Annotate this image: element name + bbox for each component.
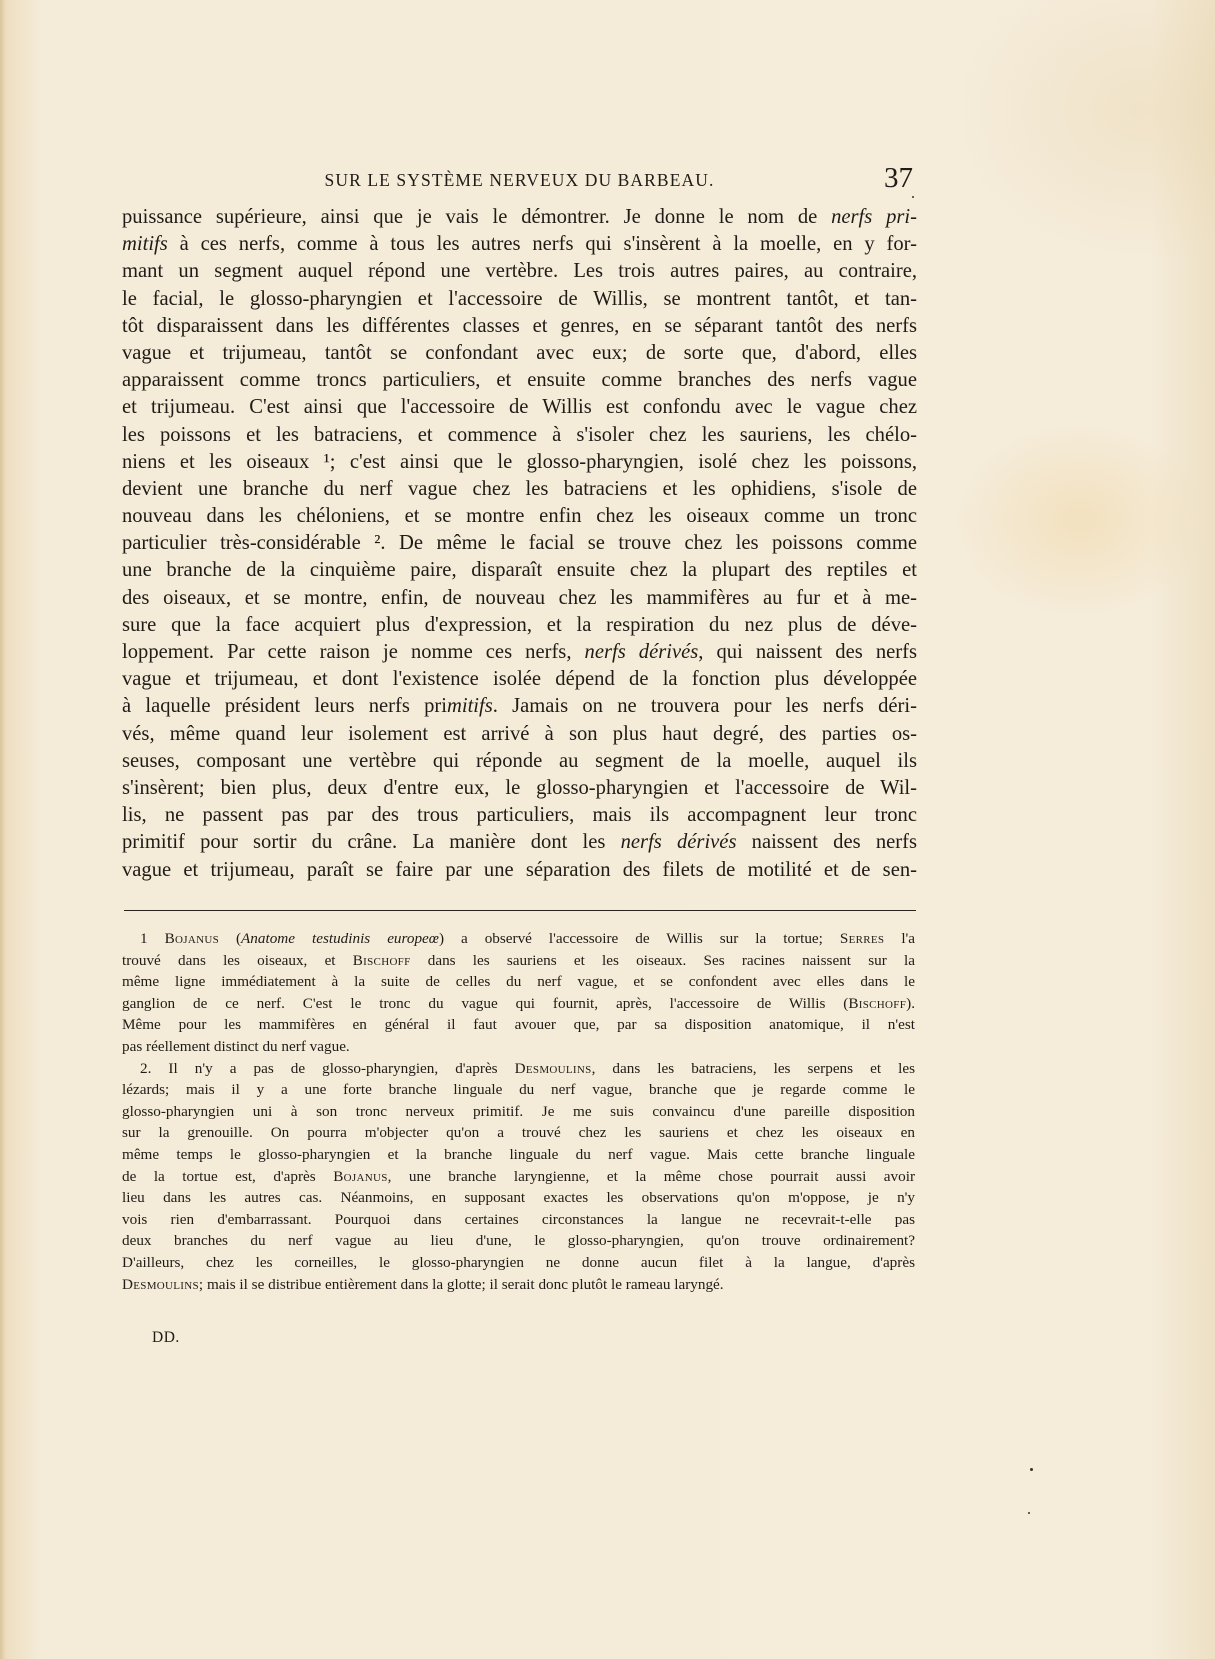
- footnote-line: glosso-pharyngien uni à son tronc nerveux primitif. Je me suis convaincu d'une pareille disposition: [122, 1102, 915, 1120]
- author-name: Bojanus: [333, 1167, 388, 1185]
- page-edge-shadow: [0, 0, 6, 1659]
- italic-term: nerfs dérivés: [584, 641, 699, 663]
- italic-term: nerfs pri-: [831, 206, 917, 228]
- footnote-line: même ligne immédiatement à la suite de celles du nerf vague, et se confondent avec elles dans le: [122, 973, 915, 991]
- footnote-line: lézards; mais il y a une forte branche linguale du nerf vague, branche que je regarde comme le: [122, 1081, 915, 1099]
- footnote-line: trouvé dans les oiseaux, et Bischoff dans les sauriens et les oiseaux. Ses racines naissent sur la: [122, 951, 915, 969]
- author-name: Bischoff: [848, 994, 907, 1012]
- footnote-line: 2. Il n'y a pas de glosso-pharyngien, d'après Desmoulins, dans les batraciens, les serpens et les: [140, 1059, 915, 1077]
- text-line: sure que la face acquiert plus d'expression, et la respiration du nez plus de déve-: [122, 613, 917, 636]
- text-line: et trijumeau. C'est ainsi que l'accessoire de Willis est confondu avec le vague chez: [122, 396, 917, 419]
- main-text: [122, 204, 917, 884]
- text-line: primitif pour sortir du crâne. La manière dont les nerfs dérivés naissent des nerfs: [122, 831, 917, 854]
- text-line: puissance supérieure, ainsi que je vais le démontrer. Je donne le nom de nerfs pri-: [122, 206, 917, 228]
- footnote-line: vois rien d'embarrassant. Pourquoi dans certaines circonstances la langue ne recevrait-t-elle pas: [122, 1210, 915, 1228]
- text-line: loppement. Par cette raison je nomme ces nerfs, nerfs dérivés, qui naissent des nerfs: [122, 641, 917, 663]
- footnote-1: [122, 928, 915, 1058]
- author-name: Desmoulins: [122, 1275, 199, 1293]
- footnote-2: [122, 1058, 915, 1296]
- footnote-line: D'ailleurs, chez les corneilles, le glosso-pharyngien ne donne aucun filet à la langue, d'après: [122, 1253, 915, 1271]
- page-number: 37: [884, 162, 913, 194]
- footnote-rule: [124, 910, 916, 911]
- text-line: nouveau dans les chéloniens, et se montre enfin chez les oiseaux comme un tronc: [122, 505, 917, 528]
- text-line: à laquelle président leurs nerfs primitifs. Jamais on ne trouvera pour les nerfs déri-: [122, 695, 917, 718]
- author-name: Bojanus: [164, 930, 219, 947]
- footnote-line: pas réellement distinct du nerf vague.: [122, 1037, 350, 1055]
- running-title: SUR LE SYSTÈME NERVEUX DU BARBEAU.: [324, 170, 715, 190]
- text-line: s'insèrent; bien plus, deux d'entre eux, le glosso-pharyngien et l'accessoire de Wil-: [122, 776, 917, 799]
- text-line: niens et les oiseaux ¹; c'est ainsi que le glosso-pharyngien, isolé chez les poissons,: [122, 450, 917, 473]
- paper-speck: [1030, 1468, 1033, 1471]
- italic-term: mitifs: [446, 695, 493, 718]
- text-line: le facial, le glosso-pharyngien et l'accessoire de Willis, se montrent tantôt, et tan-: [122, 287, 917, 310]
- italic-term: nerfs dérivés: [620, 831, 737, 854]
- text-line: des oiseaux, et se montre, enfin, de nouveau chez les mammifères au fur et à me-: [122, 586, 917, 609]
- footnote-line: deux branches du nerf vague au lieu d'une, le glosso-pharyngien, qu'on trouve ordinairement?: [122, 1232, 915, 1250]
- footnotes: [122, 928, 915, 1295]
- text-line: vague et trijumeau, paraît se faire par une séparation des filets de motilité et de sen-: [122, 858, 917, 881]
- footnote-line: de la tortue est, d'après Bojanus, une branche laryngienne, et la même chose pourrait aussi avoir: [122, 1167, 916, 1185]
- text-line: mant un segment auquel répond une vertèbre. Les trois autres paires, au contraire,: [122, 260, 917, 283]
- author-name: Desmoulins: [514, 1059, 592, 1077]
- text-line: apparaissent comme troncs particuliers, et ensuite comme branches des nerfs vague: [122, 369, 917, 392]
- text-line: vague et trijumeau, tantôt se confondant avec eux; de sorte que, d'abord, elles: [122, 341, 917, 364]
- running-head: [122, 162, 917, 196]
- footnote-line: Même pour les mammifères en général il faut avouer que, par sa disposition anatomique, il n'est: [122, 1016, 915, 1034]
- paper-speck: [1028, 1512, 1030, 1514]
- italic-term: mitifs: [122, 233, 168, 256]
- text-line: lis, ne passent pas par des trous particuliers, mais ils accompagnent leur tronc: [122, 804, 917, 827]
- footnote-line: sur la grenouille. On pourra m'objecter qu'on a trouvé chez les sauriens et chez les oiseaux en: [122, 1124, 915, 1142]
- author-name: Serres: [839, 930, 885, 947]
- footnote-line: lieu dans les autres cas. Néanmoins, en supposant exactes les observations qu'on m'oppose, je n'y: [122, 1189, 915, 1207]
- text-line: devient une branche du nerf vague chez les batraciens et les ophidiens, s'isole de: [122, 477, 917, 500]
- text-line: vés, même quand leur isolement est arrivé à son plus haut degré, des parties os-: [122, 722, 917, 745]
- footnote-line: 1 Bojanus (Anatome testudinis europeœ) a observé l'accessoire de Willis sur la tortue; Serres l'a: [140, 930, 916, 947]
- footnote-line: Desmoulins; mais il se distribue entièrement dans la glotte; il serait donc plutôt le rameau laryngé.: [122, 1275, 724, 1293]
- signature-mark: DD.: [152, 1329, 180, 1346]
- footnote-line: ganglion de ce nerf. C'est le tronc du vague qui fournit, après, l'accessoire de Willis (Bischoff).: [122, 994, 915, 1012]
- text-line: seuses, composant une vertèbre qui réponde au segment de la moelle, auquel ils: [122, 749, 917, 772]
- text-line: tôt disparaissent dans les différentes classes et genres, en se séparant tantôt des nerfs: [122, 314, 917, 337]
- italic-title: Anatome testudinis europeœ: [241, 930, 439, 947]
- footnote-line: même temps le glosso-pharyngien et la branche linguale du nerf vague. Mais cette branche linguale: [122, 1145, 915, 1163]
- text-line: une branche de la cinquième paire, disparaît ensuite chez la plupart des reptiles et: [122, 559, 917, 582]
- text-line: mitifs à ces nerfs, comme à tous les autres nerfs qui s'insèrent à la moelle, en y for-: [122, 233, 917, 256]
- paper-speck: [912, 196, 914, 198]
- text-line: les poissons et les batraciens, et commence à s'isoler chez les sauriens, les chélo-: [122, 423, 917, 446]
- text-line: particulier très-considérable ². De même le facial se trouve chez les poissons comme: [122, 532, 917, 555]
- author-name: Bischoff: [352, 951, 411, 969]
- text-line: vague et trijumeau, et dont l'existence isolée dépend de la fonction plus développée: [122, 668, 917, 691]
